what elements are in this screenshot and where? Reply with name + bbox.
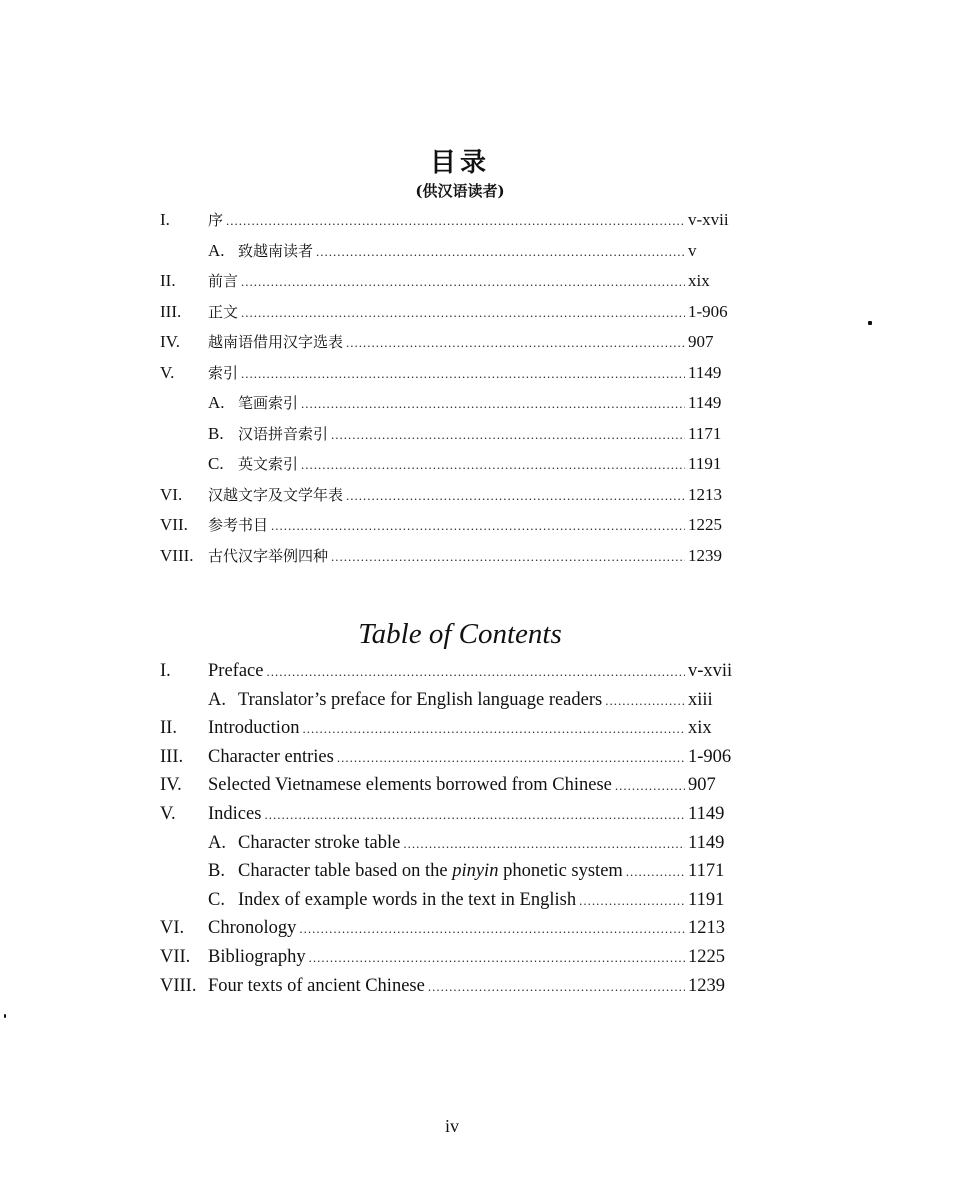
entry-sub-letter: A. (208, 689, 226, 710)
entry-sub-letter: B. (208, 861, 225, 882)
chinese-toc-list (160, 205, 740, 571)
entry-label: 索引 (208, 363, 239, 382)
entry-label: 笔画索引 (238, 394, 299, 412)
leader-dots (316, 237, 685, 267)
leader-dots (346, 481, 685, 511)
entry-number: VI. (160, 484, 183, 504)
entry-page: 907 (688, 775, 716, 796)
entry-label: 序 (208, 211, 224, 229)
toc-entry (160, 743, 740, 772)
toc-entry (160, 358, 740, 389)
entry-sub-letter: A. (208, 240, 225, 260)
toc-entry (160, 657, 740, 686)
leader-dots (264, 801, 685, 829)
leader-dots (301, 389, 685, 419)
entry-number: VII. (160, 515, 188, 534)
entry-page: 1191 (688, 454, 722, 473)
entry-label: 参考书目 (208, 516, 269, 534)
entry-page: 1149 (688, 393, 722, 412)
entry-number: V. (160, 803, 176, 824)
scan-speck (868, 321, 872, 325)
entry-page: 1149 (688, 362, 722, 382)
entry-page: 1239 (688, 975, 725, 996)
leader-dots (626, 858, 685, 886)
toc-entry (160, 943, 740, 972)
toc-entry (160, 327, 740, 358)
entry-number: III. (160, 746, 184, 767)
entry-page: 1149 (688, 832, 725, 853)
entry-sub-letter: C. (208, 454, 224, 473)
entry-page: v (688, 240, 697, 260)
entry-page: v-xvii (688, 210, 729, 229)
entry-label: Translator’s preface for English language readers (238, 689, 603, 710)
leader-dots (615, 772, 685, 800)
leader-dots (302, 715, 685, 743)
entry-number: VIII. (160, 975, 197, 996)
toc-entry (160, 714, 740, 743)
entry-page: xiii (688, 689, 713, 710)
entry-page: 1171 (688, 423, 722, 443)
leader-dots (403, 830, 685, 858)
toc-entry (160, 205, 740, 236)
entry-label-text: Character table based on the (238, 861, 453, 882)
entry-page: 1213 (688, 918, 725, 939)
leader-dots (299, 915, 685, 943)
entry-label (238, 857, 623, 886)
toc-entry (160, 972, 740, 1001)
leader-dots (241, 298, 685, 328)
entry-label: Selected Vietnamese elements borrowed from Chinese (208, 775, 612, 796)
toc-entry (160, 800, 740, 829)
toc-entry (160, 541, 740, 572)
leader-dots (226, 206, 685, 236)
entry-label: 汉越文字及文学年表 (208, 485, 344, 504)
entry-page: 1191 (688, 889, 725, 910)
leader-dots (428, 973, 685, 1001)
entry-label: 越南语借用汉字选表 (208, 333, 344, 351)
entry-label: 致越南读者 (238, 241, 314, 260)
toc-entry (160, 914, 740, 943)
english-toc-list (160, 657, 740, 1000)
toc-entry (160, 419, 740, 450)
entry-sub-letter: B. (208, 423, 224, 443)
chinese-toc-subtitle: (供汉语读者) (415, 182, 505, 200)
entry-number: VI. (160, 918, 185, 939)
toc-entry (160, 266, 740, 297)
page-number: iv (444, 1116, 459, 1136)
entry-number: V. (160, 362, 175, 382)
toc-entry (160, 886, 740, 915)
leader-dots (331, 542, 685, 572)
entry-number: II. (160, 271, 176, 290)
entry-page: 1225 (688, 946, 725, 967)
entry-number: VIII. (160, 545, 194, 565)
entry-label: 正文 (208, 302, 239, 321)
toc-entry (160, 829, 740, 858)
toc-entry (160, 236, 740, 267)
leader-dots (579, 887, 685, 915)
leader-dots (301, 450, 685, 480)
entry-label: Preface (208, 661, 264, 681)
entry-page: v-xvii (688, 661, 733, 681)
entry-label: Index of example words in the text in English (238, 889, 577, 910)
entry-number: III. (160, 301, 182, 321)
entry-label-after: phonetic system (498, 861, 623, 882)
entry-page: 907 (688, 332, 714, 351)
entry-number: I. (160, 661, 171, 681)
toc-entry (160, 857, 740, 886)
entry-label: 前言 (208, 272, 239, 290)
entry-label: Indices (208, 803, 262, 824)
english-toc-title: Table of Contents (358, 618, 562, 650)
entry-page: xix (688, 271, 710, 290)
toc-entry (160, 449, 740, 480)
entry-number: IV. (160, 775, 182, 796)
entry-label: Character stroke table (238, 832, 401, 853)
entry-label: 汉语拼音索引 (238, 424, 329, 443)
toc-entry (160, 510, 740, 541)
toc-entry (160, 686, 740, 715)
entry-number: VII. (160, 946, 191, 967)
entry-label: Character entries (208, 746, 334, 767)
toc-entry (160, 480, 740, 511)
entry-page: 1-906 (688, 301, 728, 321)
entry-sub-letter: A. (208, 832, 226, 853)
entry-page: 1225 (688, 515, 722, 534)
leader-dots (271, 511, 685, 541)
entry-page: 1171 (688, 861, 725, 882)
leader-dots (241, 267, 685, 297)
leader-dots (605, 687, 685, 715)
entry-label: Chronology (208, 918, 297, 939)
entry-label: Bibliography (208, 946, 306, 967)
toc-entry (160, 388, 740, 419)
entry-page: 1-906 (688, 746, 732, 767)
entry-label-italic: pinyin (452, 861, 499, 882)
entry-label: Four texts of ancient Chinese (208, 975, 425, 996)
entry-label: Introduction (208, 718, 300, 739)
toc-entry (160, 297, 740, 328)
leader-dots (309, 944, 685, 972)
entry-number: I. (160, 210, 170, 229)
toc-entry (160, 771, 740, 800)
entry-label: 英文索引 (238, 455, 299, 473)
leader-dots (266, 658, 685, 686)
entry-sub-letter: C. (208, 889, 225, 910)
entry-sub-letter: A. (208, 393, 225, 412)
entry-page: xix (688, 718, 712, 739)
entry-page: 1239 (688, 545, 722, 565)
leader-dots (331, 420, 685, 450)
leader-dots (241, 359, 685, 389)
scan-speck (4, 1014, 6, 1018)
entry-page: 1213 (688, 484, 722, 504)
entry-page: 1149 (688, 803, 725, 824)
entry-number: IV. (160, 332, 180, 351)
chinese-toc-title: 目录 (429, 148, 490, 178)
entry-number: II. (160, 718, 177, 739)
leader-dots (337, 744, 685, 772)
leader-dots (346, 328, 685, 358)
entry-label: 古代汉字举例四种 (208, 546, 329, 565)
